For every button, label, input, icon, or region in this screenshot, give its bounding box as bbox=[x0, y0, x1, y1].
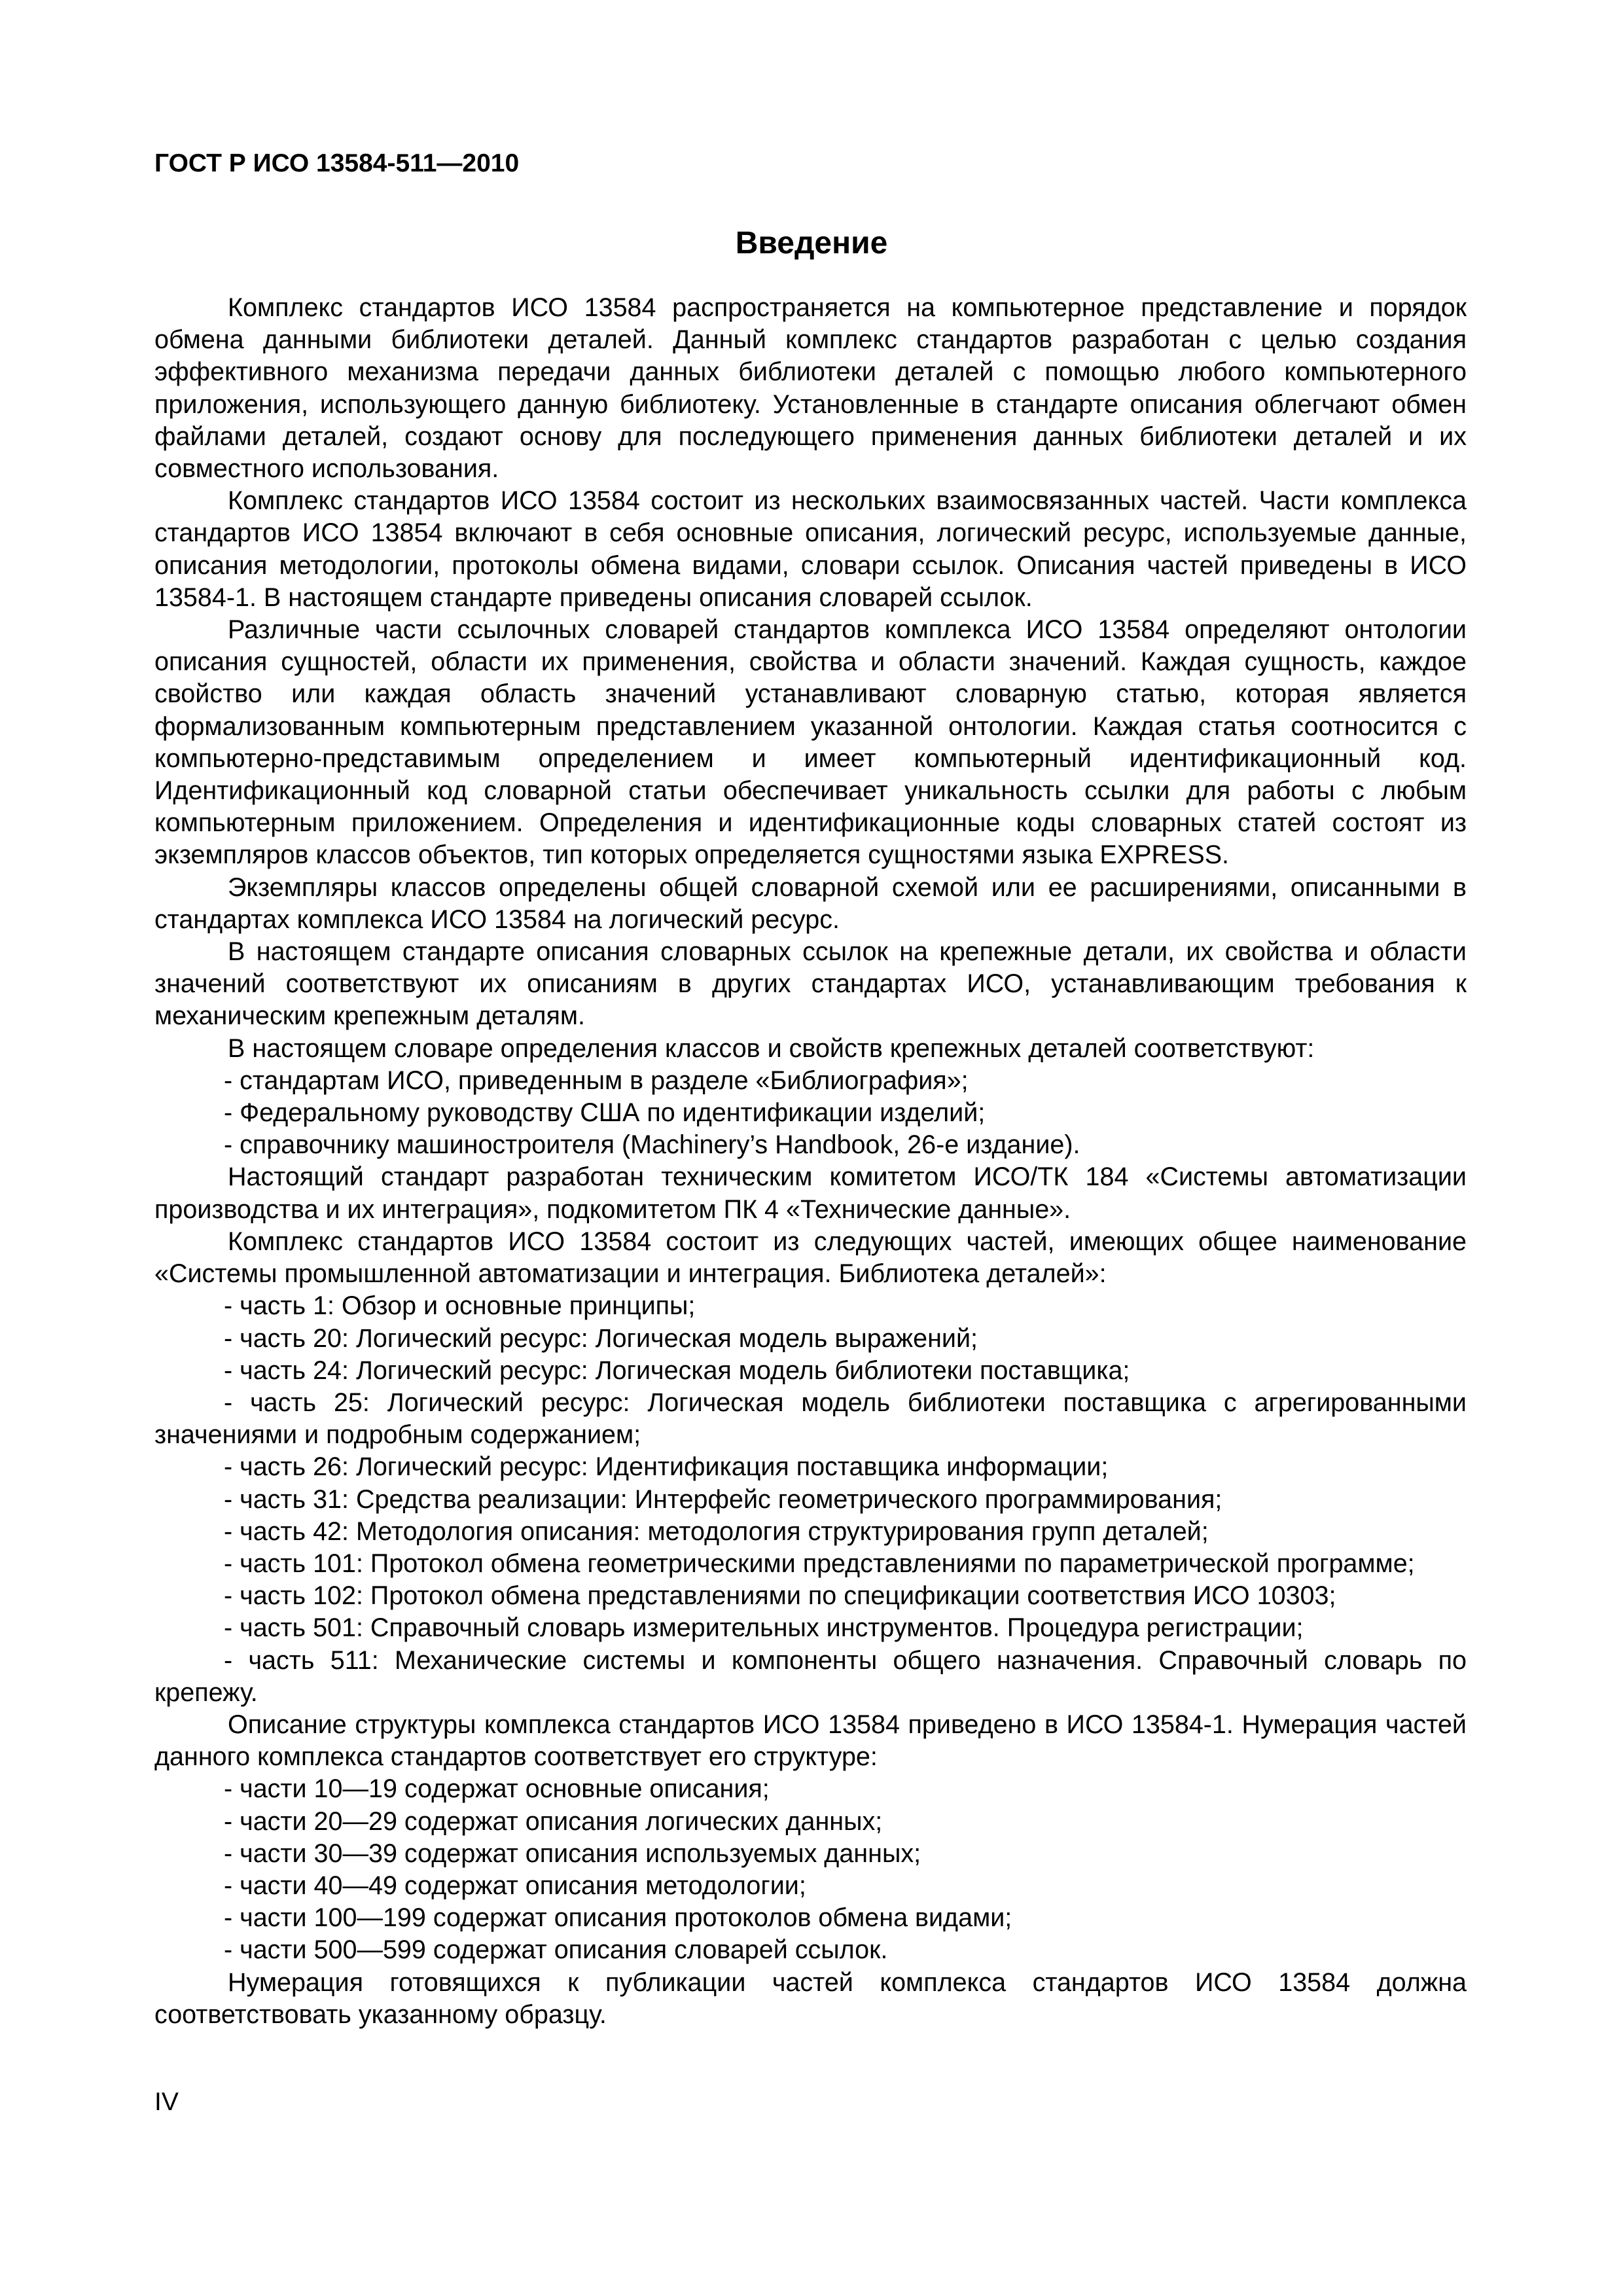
list-item: - части 20—29 содержат описания логических данных; bbox=[224, 1806, 883, 1836]
page-number: IV bbox=[154, 2088, 179, 2116]
list-item: - части 30—39 содержат описания используемых данных; bbox=[224, 1839, 921, 1868]
list-item: - часть 25: Логический ресурс: Логическая модель библиотеки поставщика с агрегированными значениями и подробным содержанием; bbox=[154, 1388, 1467, 1450]
list-item: - часть 1: Обзор и основные принципы; bbox=[224, 1291, 696, 1321]
paragraph: Комплекс стандартов ИСО 13584 состоит из нескольких взаимосвязанных частей. Части комплекса стандартов ИСО 13854 включают в себя основные описания, логический ресурс, используемые данные, описания методологии, протоколы обмена видами, словари ссылок. Описания частей приведены в ИСО 13584-1. В настоящем стандарте приведены описания словарей ссылок. bbox=[154, 486, 1467, 612]
list-item: - части 40—49 содержат описания методологии; bbox=[224, 1871, 806, 1900]
list-item: - части 100—199 содержат описания протоколов обмена видами; bbox=[224, 1903, 1012, 1933]
standard-designation: ГОСТ Р ИСО 13584-511—2010 bbox=[154, 149, 520, 177]
list-item: - стандартам ИСО, приведенным в разделе «Библиография»; bbox=[224, 1066, 969, 1095]
list-item: - справочнику машиностроителя (Machinery’s Handbook, 26-е издание). bbox=[224, 1130, 1080, 1160]
list-item: - часть 31: Средства реализации: Интерфейс геометрического программирования; bbox=[224, 1484, 1222, 1514]
paragraph: В настоящем словаре определения классов и свойств крепежных деталей соответствуют: bbox=[228, 1033, 1315, 1063]
paragraph: Различные части ссылочных словарей стандартов комплекса ИСО 13584 определяют онтологии описания сущностей, области их применения, свойства и области значений. Каждая сущность, каждое свойство или каждая область значений устанавливают словарную статью, которая является формализованным компьютерным представлением указанной онтологии. Каждая статья соотносится с компьютерно-представимым определением и имеет компьютерный идентификационный код. Идентификационный код словарной статьи обеспечивает уникальность ссылки для работы с любым компьютерным приложением. Определения и идентификационные коды словарных статей состоят из экземпляров классов объектов, тип которых определяется сущностями языка EXPRESS. bbox=[154, 615, 1467, 870]
paragraph: Комплекс стандартов ИСО 13584 состоит из следующих частей, имеющих общее наименование «Системы промышленной автоматизации и интеграция. Библиотека деталей»: bbox=[154, 1227, 1467, 1289]
paragraph: Настоящий стандарт разработан техническим комитетом ИСО/ТК 184 «Системы автоматизации производства и их интеграция», подкомитетом ПК 4 «Технические данные». bbox=[154, 1162, 1467, 1224]
list-item: - Федеральному руководству США по идентификации изделий; bbox=[224, 1098, 986, 1128]
section-title: Введение bbox=[735, 226, 888, 260]
list-item: - части 500—599 содержат описания словарей ссылок. bbox=[224, 1935, 888, 1965]
list-item: - часть 24: Логический ресурс: Логическая модель библиотеки поставщика; bbox=[224, 1355, 1130, 1385]
list-item: - часть 101: Протокол обмена геометрическими представлениями по параметрической программе; bbox=[224, 1549, 1415, 1578]
list-item: - часть 26: Логический ресурс: Идентификация поставщика информации; bbox=[224, 1452, 1109, 1482]
list-item: - часть 102: Протокол обмена представлениями по спецификации соответствия ИСО 10303; bbox=[224, 1581, 1336, 1611]
list-item: - часть 501: Справочный словарь измерительных инструментов. Процедура регистрации; bbox=[224, 1613, 1304, 1643]
paragraph: Нумерация готовящихся к публикации частей комплекса стандартов ИСО 13584 должна соответствовать указанному образцу. bbox=[154, 1967, 1467, 2029]
paragraph: Комплекс стандартов ИСО 13584 распространяется на компьютерное представление и порядок обмена данными библиотеки деталей. Данный комплекс стандартов разработан с целью создания эффективного механизма передачи данных библиотеки деталей с помощью любого компьютерного приложения, использующего данную библиотеку. Установленные в стандарте описания облегчают обмен файлами деталей, создают основу для последующего применения данных библиотеки деталей и их совместного использования. bbox=[154, 293, 1467, 484]
list-item: - части 10—19 содержат основные описания; bbox=[224, 1774, 770, 1804]
document-body bbox=[154, 292, 1467, 2031]
paragraph: Описание структуры комплекса стандартов ИСО 13584 приведено в ИСО 13584-1. Нумерация частей данного комплекса стандартов соответствует его структуре: bbox=[154, 1710, 1467, 1772]
list-item: - часть 511: Механические системы и компоненты общего назначения. Справочный словарь по крепежу. bbox=[154, 1645, 1467, 1707]
list-item: - часть 42: Методология описания: методология структурирования групп деталей; bbox=[224, 1516, 1209, 1546]
list-item: - часть 20: Логический ресурс: Логическая модель выражений; bbox=[224, 1323, 978, 1353]
paragraph: Экземпляры классов определены общей словарной схемой или ее расширениями, описанными в стандартах комплекса ИСО 13584 на логический ресурс. bbox=[154, 872, 1467, 934]
paragraph: В настоящем стандарте описания словарных ссылок на крепежные детали, их свойства и области значений соответствуют их описаниям в других стандартах ИСО, устанавливающим требования к механическим крепежным деталям. bbox=[154, 937, 1467, 1031]
